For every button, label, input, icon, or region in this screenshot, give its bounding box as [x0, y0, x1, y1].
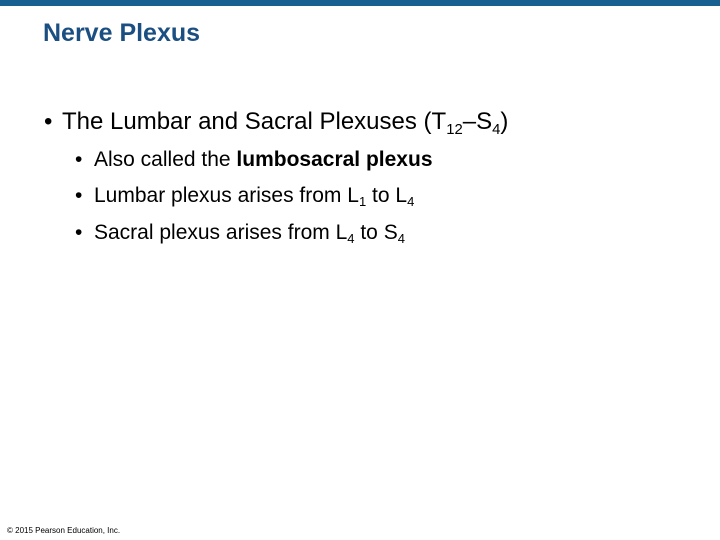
bullet-main: [44, 108, 508, 136]
bullet-text: Sacral plexus arises from L: [94, 221, 348, 244]
bullet-marker: •: [75, 221, 83, 244]
bold-term: lumbosacral plexus: [236, 148, 433, 171]
top-accent-bar: [0, 0, 720, 6]
bullet-text-mid: to L: [366, 184, 408, 207]
subscript: 4: [407, 194, 415, 210]
bullet-marker: •: [75, 184, 83, 207]
slide-title: Nerve Plexus: [43, 19, 201, 47]
subscript: 4: [347, 231, 355, 247]
bullet-text-mid: to S: [354, 221, 398, 244]
bullet-text-end: ): [500, 108, 509, 135]
copyright-footer: © 2015 Pearson Education, Inc.: [7, 526, 121, 535]
sub-bullet-also-called: [75, 148, 433, 172]
sub-bullet-lumbar: [75, 184, 414, 208]
sub-bullet-sacral: [75, 221, 405, 245]
bullet-text-mid: –S: [462, 108, 493, 135]
bullet-marker: •: [75, 148, 83, 171]
subscript: 1: [358, 194, 367, 210]
bullet-text: The Lumbar and Sacral Plexuses (T: [62, 108, 447, 135]
subscript: 4: [492, 121, 501, 138]
bullet-marker: •: [44, 108, 53, 135]
bullet-text: Lumbar plexus arises from L: [94, 184, 359, 207]
subscript: 4: [397, 231, 405, 247]
bullet-text: Also called the: [94, 148, 237, 171]
subscript: 12: [446, 121, 463, 138]
